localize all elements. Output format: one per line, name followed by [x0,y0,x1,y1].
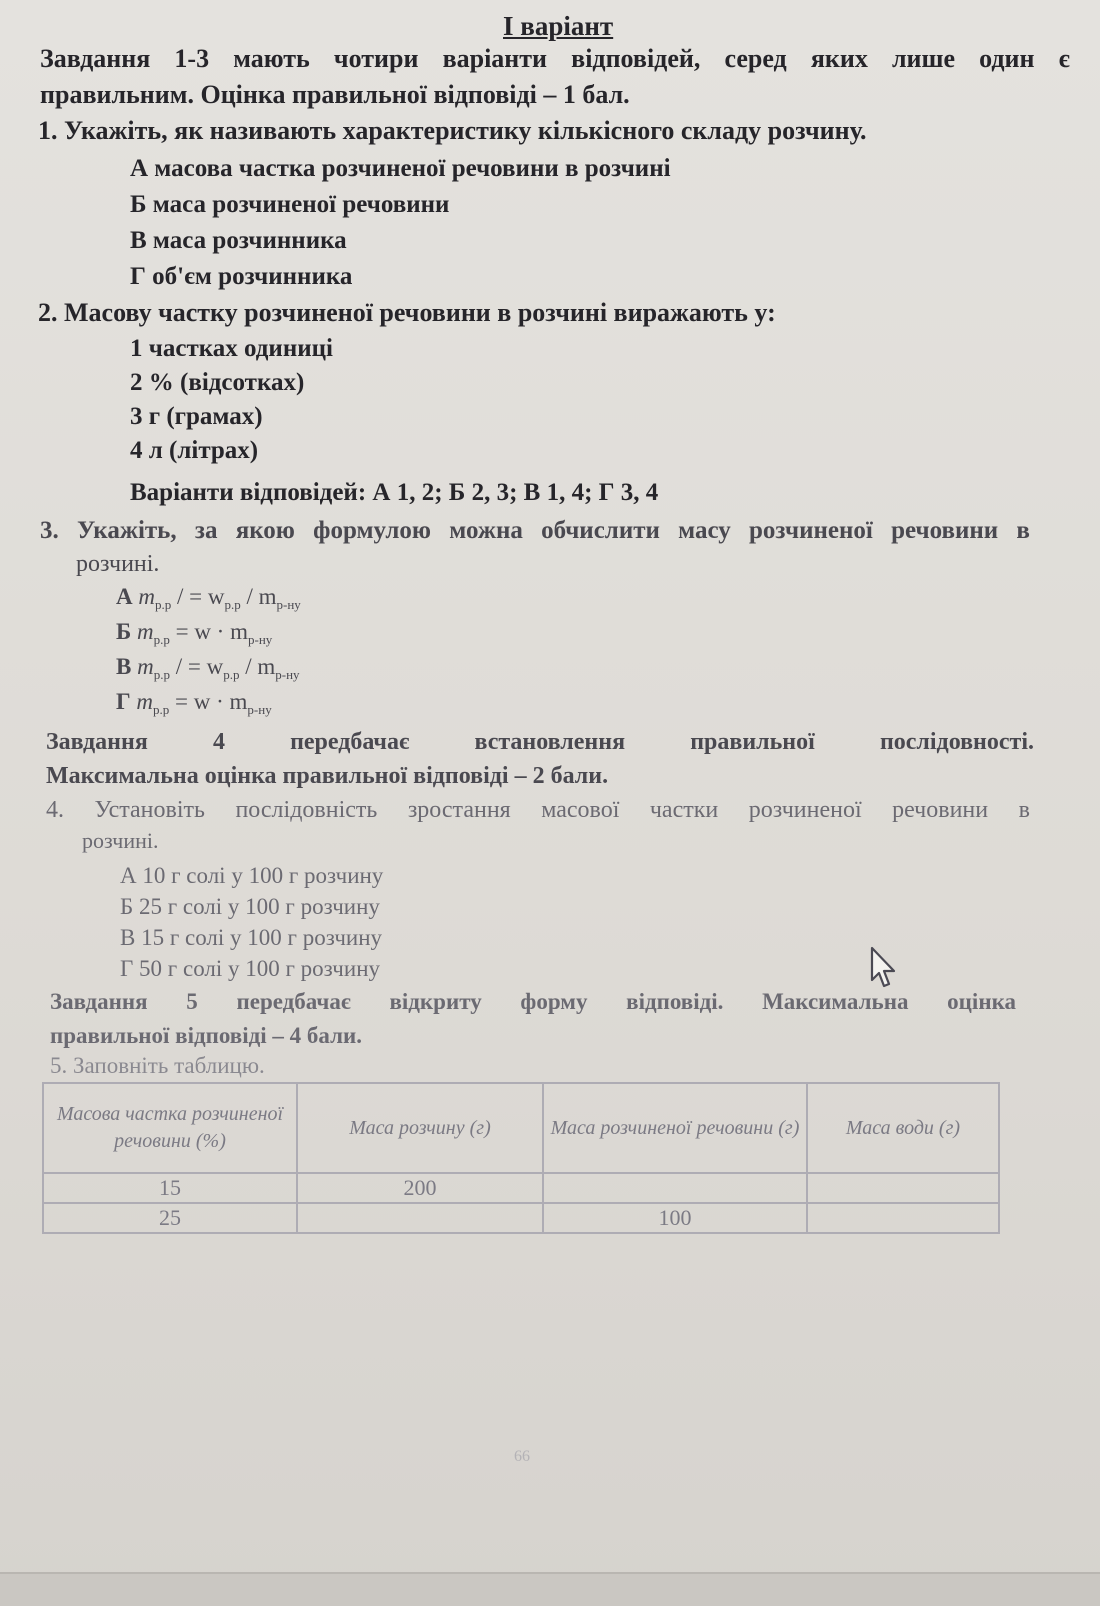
intro-5-line1: Завдання 5 передбачає відкриту форму відповіді. Максимальна оцінка [50,989,1016,1014]
table-cell [543,1173,807,1203]
table-cell [297,1203,543,1233]
q2-option-4: 4 л (літрах) [130,437,259,464]
variant-heading: І варіант [503,11,614,41]
q4-option-c: В 15 г солі у 100 г розчину [120,925,383,950]
q3-formula-b: Б $m_{р.р} = w \cdot m_{р-ну}$ [116,619,273,647]
q4-option-b: Б 25 г солі у 100 г розчину [120,894,380,919]
page-number: 66 [514,1448,530,1465]
q5-text: 5. Заповніть таблицю. [50,1053,265,1078]
q1-option-b: Б маса розчиненої речовини [130,191,450,218]
table-row [43,1173,999,1203]
header-solute-mass: Маса розчиненої речовини (г) [543,1083,807,1173]
header-water-mass: Маса води (г) [807,1083,999,1173]
fill-in-table [42,1082,1000,1234]
q1-option-c: В маса розчинника [130,227,347,254]
q1-option-d: Г об'єм розчинника [130,263,353,290]
q2-option-1: 1 частках одиниці [130,335,333,362]
intro-1-3-line1: Завдання 1-3 мають чотири варіанти відповідей, серед яких лише один є [40,44,1070,73]
table-cell [807,1203,999,1233]
bottom-edge [0,1572,1100,1606]
q1-option-a: А масова частка розчиненої речовини в розчині [130,155,671,182]
table-cell: 15 [43,1173,297,1203]
header-solution-mass: Маса розчину (г) [297,1083,543,1173]
q3-formula-d: Г $m_{р.р} = w \cdot m_{р-ну}$ [116,689,272,717]
table-header-row [43,1083,999,1173]
intro-4-line2: Максимальна оцінка правильної відповіді – 2 бали. [46,763,609,789]
q2-option-2: 2 % (відсотках) [130,369,305,396]
q4-option-a: А 10 г солі у 100 г розчину [120,863,384,888]
table-cell: 200 [297,1173,543,1203]
q1-text: 1. Укажіть, як називають характеристику кількісного складу розчину. [38,116,867,145]
intro-4-line1: Завдання 4 передбачає встановлення правильної послідовності. [46,729,1034,755]
intro-5-line2: правильної відповіді – 4 бали. [50,1023,362,1048]
table-cell: 25 [43,1203,297,1233]
table-row [43,1203,999,1233]
intro-1-3-line2: правильним. Оцінка правильної відповіді – 1 бал. [40,80,630,109]
q4-line1: 4. Установіть послідовність зростання масової частки розчиненої речовини в [46,797,1030,823]
mouse-cursor-icon [869,946,899,990]
header-mass-fraction: Масова частка розчиненої речовини (%) [43,1083,297,1173]
q3-formula-a: А $m_{р.р}$ / = $w_{р.р} / m_{р-ну}$ [116,584,301,612]
q4-line2: розчині. [82,828,159,853]
q4-option-d: Г 50 г солі у 100 г розчину [120,956,380,981]
table-cell: 100 [543,1203,807,1233]
table-cell [807,1173,999,1203]
q3-formula-c: В $m_{р.р}$ / = $w_{р.р} / m_{р-ну}$ [116,654,300,682]
q3-line1: 3. Укажіть, за якою формулою можна обчислити масу розчиненої речовини в [40,517,1030,544]
q2-option-3: 3 г (грамах) [130,403,263,430]
q2-answer-variants: Варіанти відповідей: А 1, 2; Б 2, 3; В 1, 4; Г 3, 4 [130,479,659,506]
q2-text: 2. Масову частку розчиненої речовини в розчині виражають у: [38,298,776,327]
q3-line2: розчині. [76,551,160,577]
